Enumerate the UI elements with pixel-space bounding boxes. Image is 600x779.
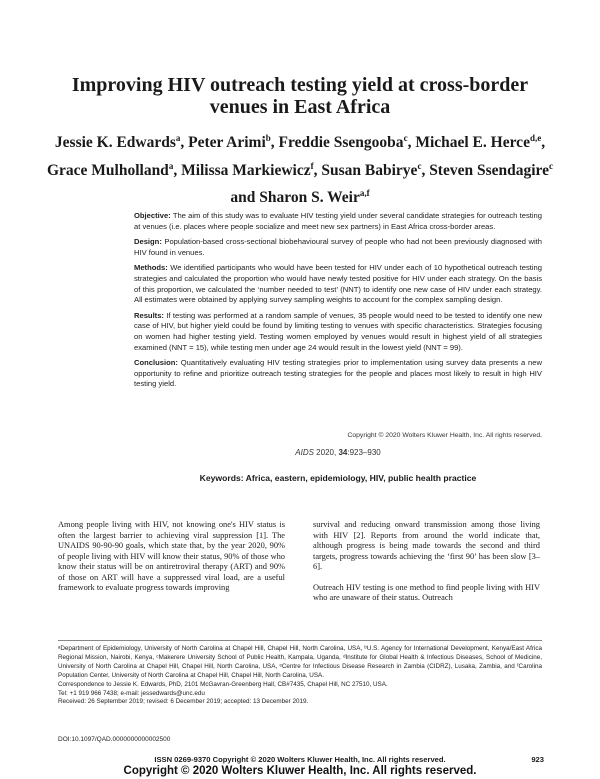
author-name: Peter Arimi bbox=[188, 134, 266, 152]
body-column-left bbox=[58, 520, 285, 604]
author-separator: , bbox=[173, 161, 182, 179]
author-name: Freddie Ssengooba bbox=[278, 134, 404, 152]
citation-pages: :923–930 bbox=[347, 448, 381, 457]
footnotes bbox=[58, 645, 542, 707]
footnote-divider bbox=[58, 640, 542, 641]
design-text: Population-based cross-sectional biobehavioural survey of people who had not been previously diagnosed with HIV found in venues. bbox=[134, 237, 542, 257]
copyright-watermark: Copyright © 2020 Wolters Kluwer Health, Inc. All rights reserved. bbox=[123, 765, 477, 777]
keywords: Keywords: Africa, eastern, epidemiology, HIV, public health practice bbox=[199, 473, 477, 483]
methods-label: Methods: bbox=[134, 263, 168, 273]
results-label: Results: bbox=[134, 310, 164, 320]
citation-year: 2020, bbox=[316, 448, 337, 457]
abstract-conclusion bbox=[134, 358, 542, 390]
author-affiliation-mark: c bbox=[549, 160, 554, 171]
abstract-results bbox=[134, 311, 542, 353]
author-separator: , bbox=[180, 134, 189, 152]
abstract-methods bbox=[134, 263, 542, 305]
body-paragraph: Outreach HIV testing is one method to find people living with HIV who are unaware of their status. Outreach bbox=[313, 582, 540, 602]
author-separator: , bbox=[421, 161, 430, 179]
objective-label: Objective: bbox=[134, 211, 171, 220]
author-affiliation-mark: b bbox=[265, 133, 271, 143]
author-name: Susan Babirye bbox=[321, 161, 418, 179]
conclusion-text: Quantitatively evaluating HIV testing strategies prior to implementation using survey data presents a new opportunity to refine and prioritize outreach testing strategies for the people and places most likely to result in high HIV testing yield. bbox=[134, 358, 542, 389]
abstract bbox=[134, 211, 542, 395]
body-paragraph: survival and reducing onward transmission among those living with HIV [2]. Reports from around the world indicate that, although progress is being made towards the second and third targets, progress towards achieving the ‘first 90’ has been slow [3–6]. bbox=[313, 520, 540, 571]
author-name: Michael E. Herce bbox=[415, 134, 530, 152]
author-separator: and bbox=[230, 189, 260, 207]
author-affiliation-mark: f bbox=[310, 160, 314, 171]
design-label: Design: bbox=[134, 237, 162, 247]
issn-line: ISSN 0269-9370 Copyright © 2020 Wolters Kluwer Health, Inc. All rights reserved. bbox=[154, 755, 446, 764]
abstract-copyright: Copyright © 2020 Wolters Kluwer Health, Inc. All rights reserved. bbox=[347, 432, 542, 439]
author-name: Milissa Markiewicz bbox=[181, 161, 311, 179]
received-dates: Received: 26 September 2019; revised: 6 December 2019; accepted: 13 December 2019. bbox=[58, 698, 309, 706]
author-affiliation-mark: a,f bbox=[359, 188, 370, 199]
author-separator: , bbox=[313, 161, 322, 179]
author-affiliation-mark: c bbox=[417, 160, 422, 171]
contact-info: Tel: +1 919 966 7438; e-mail: jessedwards@unc.edu bbox=[58, 689, 205, 697]
author-affiliation-mark: d,e bbox=[529, 133, 542, 143]
journal-citation bbox=[134, 448, 542, 457]
doi: DOI:10.1097/QAD.0000000000002500 bbox=[58, 736, 171, 743]
author-name: Steven Ssendagire bbox=[429, 161, 550, 179]
article-title: Improving HIV outreach testing yield at cross-border venues in East Africa bbox=[71, 74, 529, 118]
results-text: If testing was performed at a random sample of venues, 35 people would need to be tested to identify one new case of HIV, but higher yield could be found by limiting testing to venues with specific characteristics. Strategies focusing on women had higher testing yield. Testing women employed by venues would result in highest yield of all strategies examined (NNT = 15), while testing men under age 24 would result in the lowest yield (NNT = 99). bbox=[134, 310, 542, 352]
author-affiliation-mark: a bbox=[168, 160, 174, 171]
affiliations: ᵃDepartment of Epidemiology, University of North Carolina at Chapel Hill, Chapel Hill, North Carolina, USA, ᵇU.S. Agency for International Development, Kenya/East Africa Regional Mission, Nairobi, Kenya, ᶜMakerere University School of Public Health, Kampala, Uganda, ᵈInstitute for Global Health & Infectious Diseases, School of Medicine, University of North Carolina at Chapel Hill, Chapel Hill, North Carolina, USA, ᵉCentre for Infectious Disease Research in Zambia (CIDRZ), Lusaka, Zambia, and ᶠCarolina Population Center, University of North Carolina at Chapel Hill, Chapel Hill, North Carolina, USA. bbox=[58, 645, 542, 679]
author-name: Jessie K. Edwards bbox=[54, 134, 176, 152]
body-paragraph: Among people living with HIV, not knowing one's HIV status is often the largest barrier to achieving viral suppression [1]. The UNAIDS 90-90-90 goals, which state that, by the year 2020, 90% of people living with HIV will know their status, 90% of those who know their status will be on antiretroviral therapy (ART) and 90% of those on ART will have a suppressed viral load, are a useful framework to evaluate progress towards improving bbox=[58, 520, 285, 592]
author-separator: , bbox=[407, 134, 416, 152]
abstract-objective bbox=[134, 211, 542, 232]
author-separator: , bbox=[541, 134, 546, 152]
abstract-design bbox=[134, 237, 542, 258]
citation-journal: AIDS bbox=[295, 448, 314, 457]
author-affiliation-mark: c bbox=[403, 133, 408, 143]
citation-volume: 34 bbox=[338, 448, 348, 457]
author-list bbox=[40, 127, 560, 210]
objective-text: The aim of this study was to evaluate HIV testing yield under several candidate strategies for outreach testing at venues (i.e. places where people socialize and meet new sex partners) in East Africa cross-border areas. bbox=[134, 211, 542, 231]
body-column-right bbox=[313, 520, 540, 614]
author-name: Sharon S. Weir bbox=[259, 189, 360, 207]
methods-text: We identified participants who would have been tested for HIV under each of 10 hypothetical outreach testing strategies and calculated the proportion who would have newly tested positive for HIV under each strategy. On the basis of this proportion, we calculated the ‘number needed to test’ (NNT) to identify one new case of HIV under each strategy. All estimates were obtained by applying survey sampling weights to account for the complex sampling design. bbox=[134, 263, 542, 305]
correspondence: Correspondence to Jessie K. Edwards, PhD, 2101 McGavran-Greenberg Hall, CB#7435, Chapel Hill, NC 27510, USA. bbox=[58, 680, 388, 688]
conclusion-label: Conclusion: bbox=[134, 358, 178, 368]
page-number: 923 bbox=[531, 755, 544, 764]
author-name: Grace Mulholland bbox=[46, 161, 169, 179]
author-separator: , bbox=[270, 134, 279, 152]
author-affiliation-mark: a bbox=[175, 133, 181, 143]
